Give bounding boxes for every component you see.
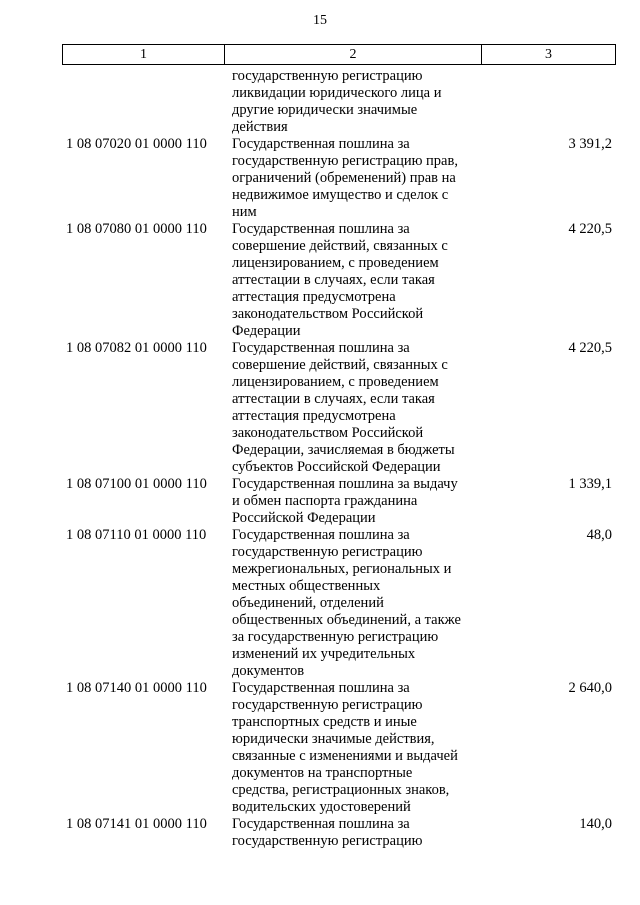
description-line: ограничений (обременений) прав на bbox=[232, 170, 456, 186]
column-header-2: 2 bbox=[225, 45, 482, 64]
description-line: лицензированием, с проведением bbox=[232, 255, 439, 271]
description-line: межрегиональных, региональных и bbox=[232, 561, 452, 577]
description-line: аттестации в случаях, если такая bbox=[232, 272, 435, 288]
description bbox=[228, 680, 470, 816]
table-row bbox=[62, 476, 616, 527]
description-line: за государственную регистрацию bbox=[232, 629, 439, 645]
table-row bbox=[62, 340, 616, 476]
description-line: действия bbox=[232, 119, 288, 135]
description-line: документов на транспортные bbox=[232, 765, 413, 781]
description-line: юридически значимые действия, bbox=[232, 731, 435, 747]
description-line: государственную регистрацию bbox=[232, 544, 423, 560]
description-line: ним bbox=[232, 204, 257, 220]
budget-code bbox=[62, 68, 228, 136]
budget-code: 1 08 07140 01 0000 110 bbox=[66, 680, 207, 696]
amount: 48,0 bbox=[586, 527, 612, 543]
description-line: транспортных средств и иные bbox=[232, 714, 417, 730]
description-line: лицензированием, с проведением bbox=[232, 374, 439, 390]
description-line: связанные с изменениями и выдачей bbox=[232, 748, 458, 764]
budget-code: 1 08 07110 01 0000 110 bbox=[66, 527, 207, 543]
description-line: средства, регистрационных знаков, bbox=[232, 782, 450, 798]
description bbox=[228, 136, 470, 221]
description-line: местных общественных bbox=[232, 578, 381, 594]
description-line: другие юридически значимые bbox=[232, 102, 418, 118]
column-header-1: 1 bbox=[63, 45, 225, 64]
description-line: государственную регистрацию bbox=[232, 833, 423, 849]
description-line: Федерации, зачисляемая в бюджеты bbox=[232, 442, 455, 458]
description-line: объединений, отделений bbox=[232, 595, 384, 611]
table-row bbox=[62, 136, 616, 221]
description-line: Государственная пошлина за bbox=[232, 136, 410, 152]
description-line: Государственная пошлина за bbox=[232, 221, 410, 237]
description bbox=[228, 527, 470, 680]
amount: 3 391,2 bbox=[568, 136, 612, 152]
amount: 140,0 bbox=[579, 816, 612, 832]
description bbox=[228, 816, 470, 850]
description-line: законодательством Российской bbox=[232, 425, 424, 441]
description bbox=[228, 68, 470, 136]
description-line: аттестация предусмотрена bbox=[232, 289, 396, 305]
table-header bbox=[62, 44, 616, 65]
description-line: совершение действий, связанных с bbox=[232, 357, 448, 373]
description-line: ликвидации юридического лица и bbox=[232, 85, 442, 101]
description-line: Российской Федерации bbox=[232, 510, 376, 526]
description-line: государственную регистрацию прав, bbox=[232, 153, 458, 169]
amount: 4 220,5 bbox=[568, 340, 612, 356]
description-line: Государственная пошлина за bbox=[232, 527, 410, 543]
budget-code: 1 08 07080 01 0000 110 bbox=[66, 221, 207, 237]
description-line: Федерации bbox=[232, 323, 301, 339]
description-line: аттестация предусмотрена bbox=[232, 408, 396, 424]
description-line: совершение действий, связанных с bbox=[232, 238, 448, 254]
budget-code: 1 08 07082 01 0000 110 bbox=[66, 340, 207, 356]
description-line: государственную регистрацию bbox=[232, 68, 423, 84]
description-line: недвижимое имущество и сделок с bbox=[232, 187, 449, 203]
description bbox=[228, 340, 470, 476]
budget-code: 1 08 07020 01 0000 110 bbox=[66, 136, 207, 152]
description-line: аттестации в случаях, если такая bbox=[232, 391, 435, 407]
description-line: документов bbox=[232, 663, 305, 679]
amount: 2 640,0 bbox=[568, 680, 612, 696]
description bbox=[228, 221, 470, 340]
budget-code: 1 08 07100 01 0000 110 bbox=[66, 476, 207, 492]
amount: 4 220,5 bbox=[568, 221, 612, 237]
table-row bbox=[62, 680, 616, 816]
description-line: и обмен паспорта гражданина bbox=[232, 493, 418, 509]
budget-code: 1 08 07141 01 0000 110 bbox=[66, 816, 207, 832]
description-line: законодательством Российской bbox=[232, 306, 424, 322]
description-line: общественных объединений, а также bbox=[232, 612, 461, 628]
description-line: Государственная пошлина за bbox=[232, 816, 410, 832]
description-line: государственную регистрацию bbox=[232, 697, 423, 713]
description-line: Государственная пошлина за bbox=[232, 340, 410, 356]
page-number: 15 bbox=[313, 13, 327, 28]
amount: 1 339,1 bbox=[568, 476, 612, 492]
description-line: Государственная пошлина за выдачу bbox=[232, 476, 458, 492]
table-row bbox=[62, 68, 616, 136]
description-line: Государственная пошлина за bbox=[232, 680, 410, 696]
table-body bbox=[62, 68, 616, 850]
description-line: водительских удостоверений bbox=[232, 799, 411, 815]
table-row bbox=[62, 527, 616, 680]
description bbox=[228, 476, 470, 527]
description-line: изменений их учредительных bbox=[232, 646, 416, 662]
column-header-3: 3 bbox=[545, 47, 552, 62]
amount bbox=[470, 68, 616, 136]
table-row bbox=[62, 816, 616, 850]
table-row bbox=[62, 221, 616, 340]
description-line: субъектов Российской Федерации bbox=[232, 459, 441, 475]
